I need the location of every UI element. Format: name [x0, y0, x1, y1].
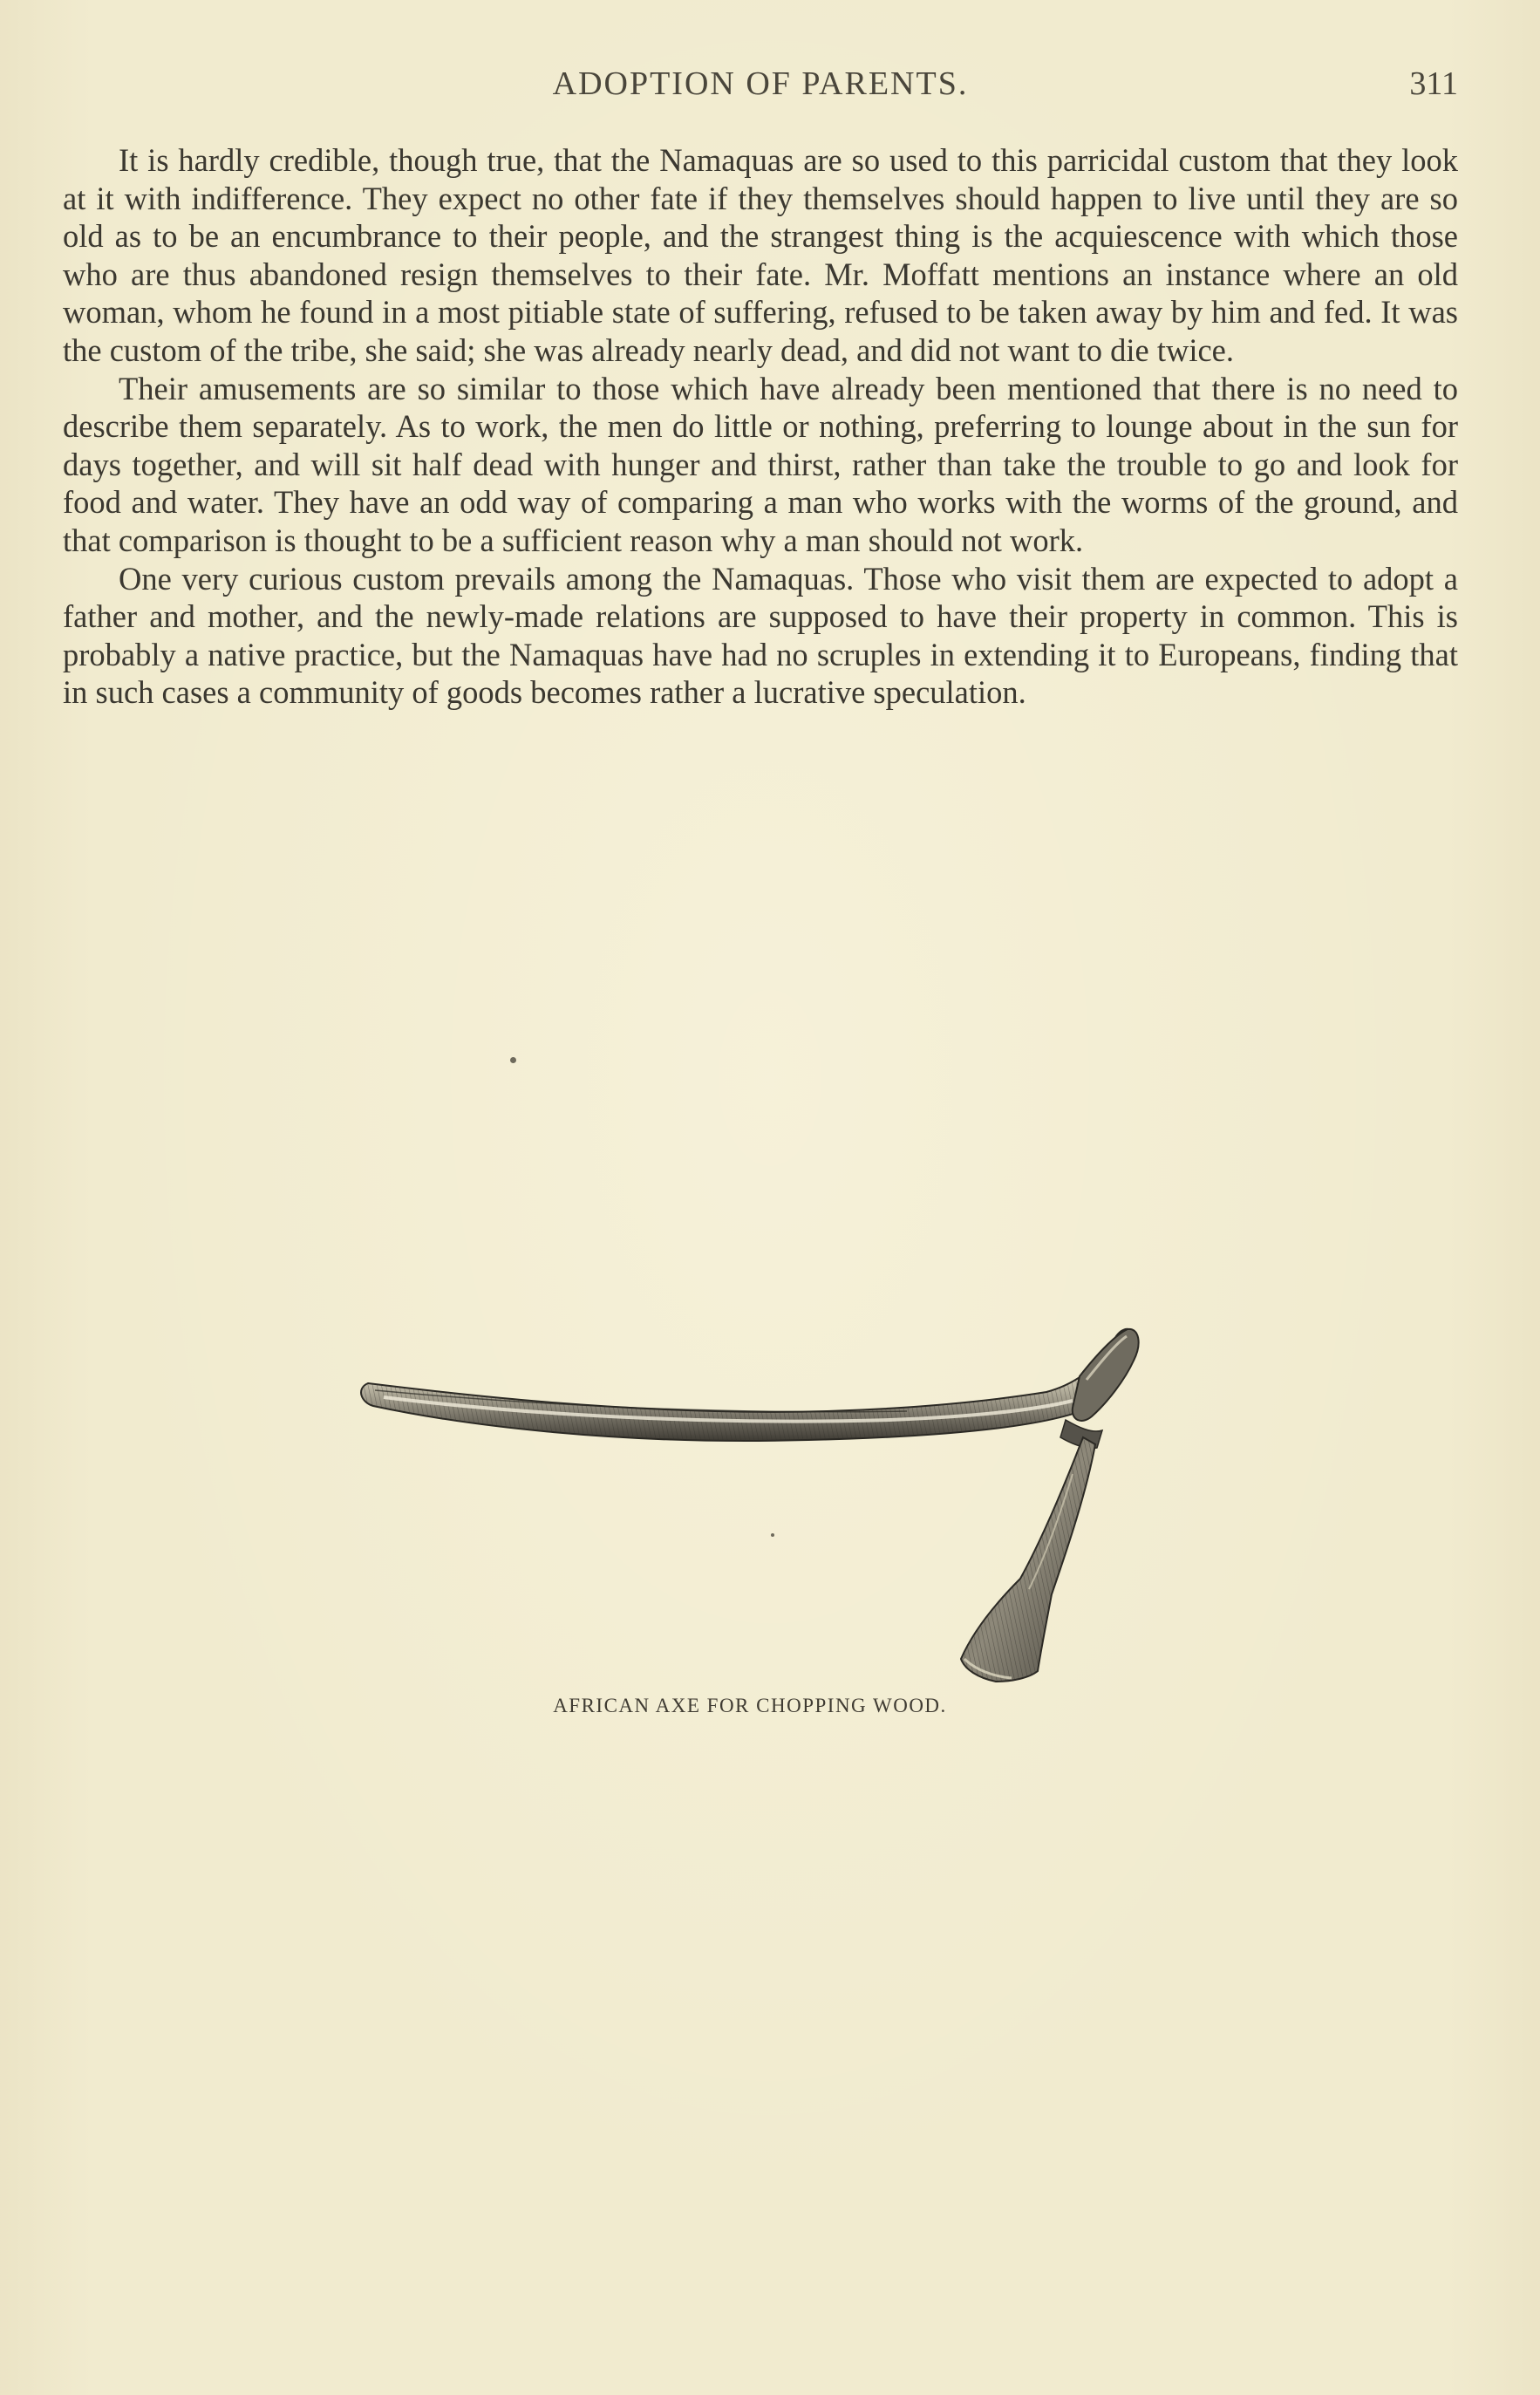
figure-caption: AFRICAN AXE FOR CHOPPING WOOD. [553, 1695, 947, 1716]
paragraph-2: Their amusements are so similar to those which have already been mentioned that there is no need to describe them separately. As to work, the men do little or nothing, preferring to lounge about in the sun for days together, and will sit half dead with hunger and thirst, rather than take the trouble to go and look for food and water. They have an odd way of comparing a man who works with the worms of the ground, and that comparison is thought to be a sufficient reason why a man should not work. [63, 370, 1458, 558]
page-number: 311 [1409, 65, 1458, 102]
axe-illustration [349, 1317, 1151, 1683]
body-text [63, 141, 1458, 712]
paragraph-3: One very curious custom prevails among the Namaquas. Those who visit them are expected to adopt a father and mother, and the newly-made relations are supposed to have their property in common. This is probably a native practice, but the Namaquas have had no scruples in extending it to Europeans, finding that in such cases a community of goods becomes rather a lucrative speculation. [63, 560, 1458, 711]
page-header [63, 65, 1458, 108]
running-head: ADOPTION OF PARENTS. [552, 65, 969, 102]
ink-speck [510, 1057, 516, 1063]
paragraph-1: It is hardly credible, though true, that the Namaquas are so used to this parricidal custom that they look at it with indifference. They expect no other fate if they themselves should happen to live until they are so old as to be an encumbrance to their people, and the strangest thing is the acquiescence with which those who are thus abandoned resign themselves to their fate. Mr. Moffatt mentions an instance where an old woman, whom he found in a most pitiable state of suffering, refused to be taken away by him and fed. It was the custom of the tribe, she said; she was already nearly dead, and did not want to die twice. [63, 142, 1458, 368]
